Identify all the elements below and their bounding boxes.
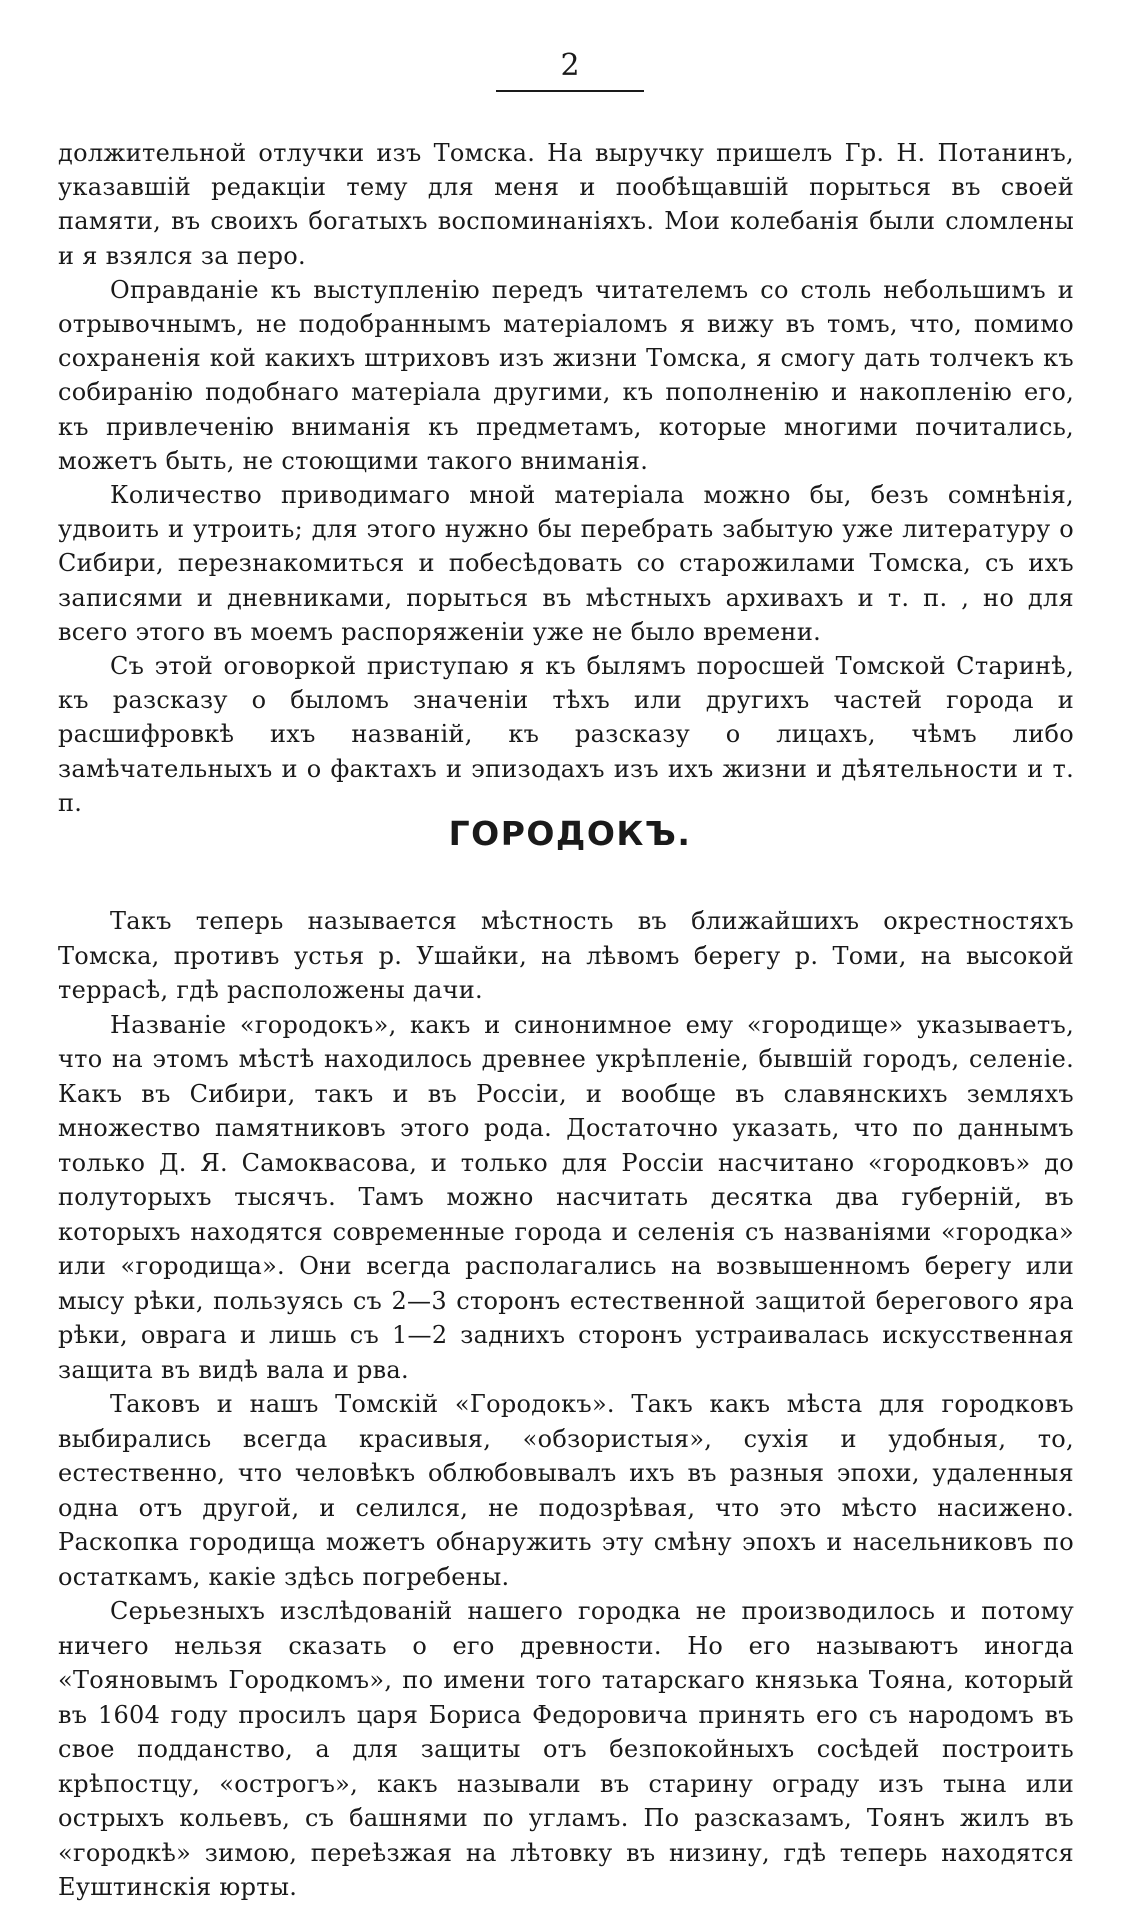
intro-text (58, 136, 1074, 820)
page-number: 2 (560, 48, 580, 83)
intro-paragraph-2: Оправданіе къ выступленію передъ читателемъ со столь небольшимъ и отрывочнымъ, не подобраннымъ матеріаломъ я вижу въ томъ, что, помимо сохраненія кой какихъ штриховъ изъ жизни Томска, я смогу дать толчекъ къ собиранію подобнаго матеріала другими, къ пополненію и накопленію его, къ привлеченію вниманія къ предметамъ, которые многими почитались, можетъ быть, не стоющими такого вниманія. (58, 275, 1074, 475)
intro-paragraph-4: Съ этой оговоркой приступаю я къ былямъ поросшей Томской Старинѣ, къ разсказу о быломъ значеніи тѣхъ или другихъ частей города и расшифровкѣ ихъ названій, къ разсказу о лицахъ, чѣмъ либо замѣчательныхъ и о фактахъ и эпизодахъ изъ ихъ жизни и дѣятельности и т. п. (58, 652, 1074, 817)
section-body (58, 904, 1074, 1905)
section-heading: ГОРОДОКЪ. (448, 814, 692, 853)
section-paragraph-1: Такъ теперь называется мѣстность въ ближайшихъ окрестностяхъ Томска, противъ устья р. Ушайки, на лѣвомъ берегу р. Томи, на высокой террасѣ, гдѣ расположены дачи. (58, 907, 1074, 1004)
page-number-rule (496, 90, 644, 92)
section-paragraph-2: Названіе «городокъ», какъ и синонимное ему «городище» указываетъ, что на этомъ мѣстѣ находилось древнее укрѣпленіе, бывшій городъ, селеніе. Какъ въ Сибири, такъ и въ Россіи, и вообще въ славянскихъ земляхъ множество памятниковъ этого рода. Достаточно указать, что по даннымъ только Д. Я. Самоквасова, и только для Россіи насчитано «городковъ» до полуторыхъ тысячъ. Тамъ можно насчитать десятка два губерній, въ которыхъ находятся современные города и селенія съ названіями «городка» или «городища». Они всегда располагались на возвышенномъ берегу или мысу рѣки, пользуясь съ 2—3 сторонъ естественной защитой берегового яра рѣки, оврага и лишь съ 1—2 заднихъ сторонъ устраивалась искусственная защита въ видѣ вала и рва. (58, 1010, 1074, 1384)
intro-paragraph-3: Количество приводимаго мной матеріала можно бы, безъ сомнѣнія, удвоить и утроить; для этого нужно бы перебрать забытую уже литературу о Сибири, перезнакомиться и побесѣдовать со старожилами Томска, съ ихъ записями и дневниками, порыться въ мѣстныхъ архивахъ и т. п. , но для всего этого въ моемъ распоряженіи уже не было времени. (58, 481, 1074, 646)
section-paragraph-4: Серьезныхъ изслѣдованій нашего городка не производилось и потому ничего нельзя сказать о его древности. Но его называютъ иногда «Тояновымъ Городкомъ», по имени того татарскаго князька Тояна, который въ 1604 году просилъ царя Бориса Федоровича принять его съ народомъ въ свое подданство, а для защиты отъ безпокойныхъ сосѣдей построить крѣпостцу, «острогъ», какъ называли въ старину ограду изъ тына или острыхъ кольевъ, съ башнями по угламъ. По разсказамъ, Тоянъ жилъ въ «городкѣ» зимою, переѣзжая на лѣтовку въ низину, гдѣ теперь находятся Еуштинскія юрты. (58, 1597, 1074, 1901)
intro-paragraph-1: должительной отлучки изъ Томска. На выручку пришелъ Гр. Н. Потанинъ, указавшій редакціи тему для меня и пообѣщавшій порыться въ своей памяти, въ своихъ богатыхъ воспоминаніяхъ. Мои колебанія были сломлены и я взялся за перо. (58, 139, 1074, 270)
section-paragraph-3: Таковъ и нашъ Томскій «Городокъ». Такъ какъ мѣста для городковъ выбирались всегда красивыя, «обзористыя», сухія и удобныя, то, естественно, что человѣкъ облюбовывалъ ихъ въ разныя эпохи, удаленныя одна отъ другой, и селился, не подозрѣвая, что это мѣсто насижено. Раскопка городища можетъ обнаружить эту смѣну эпохъ и насельниковъ по остаткамъ, какіе здѣсь погребены. (58, 1390, 1074, 1591)
